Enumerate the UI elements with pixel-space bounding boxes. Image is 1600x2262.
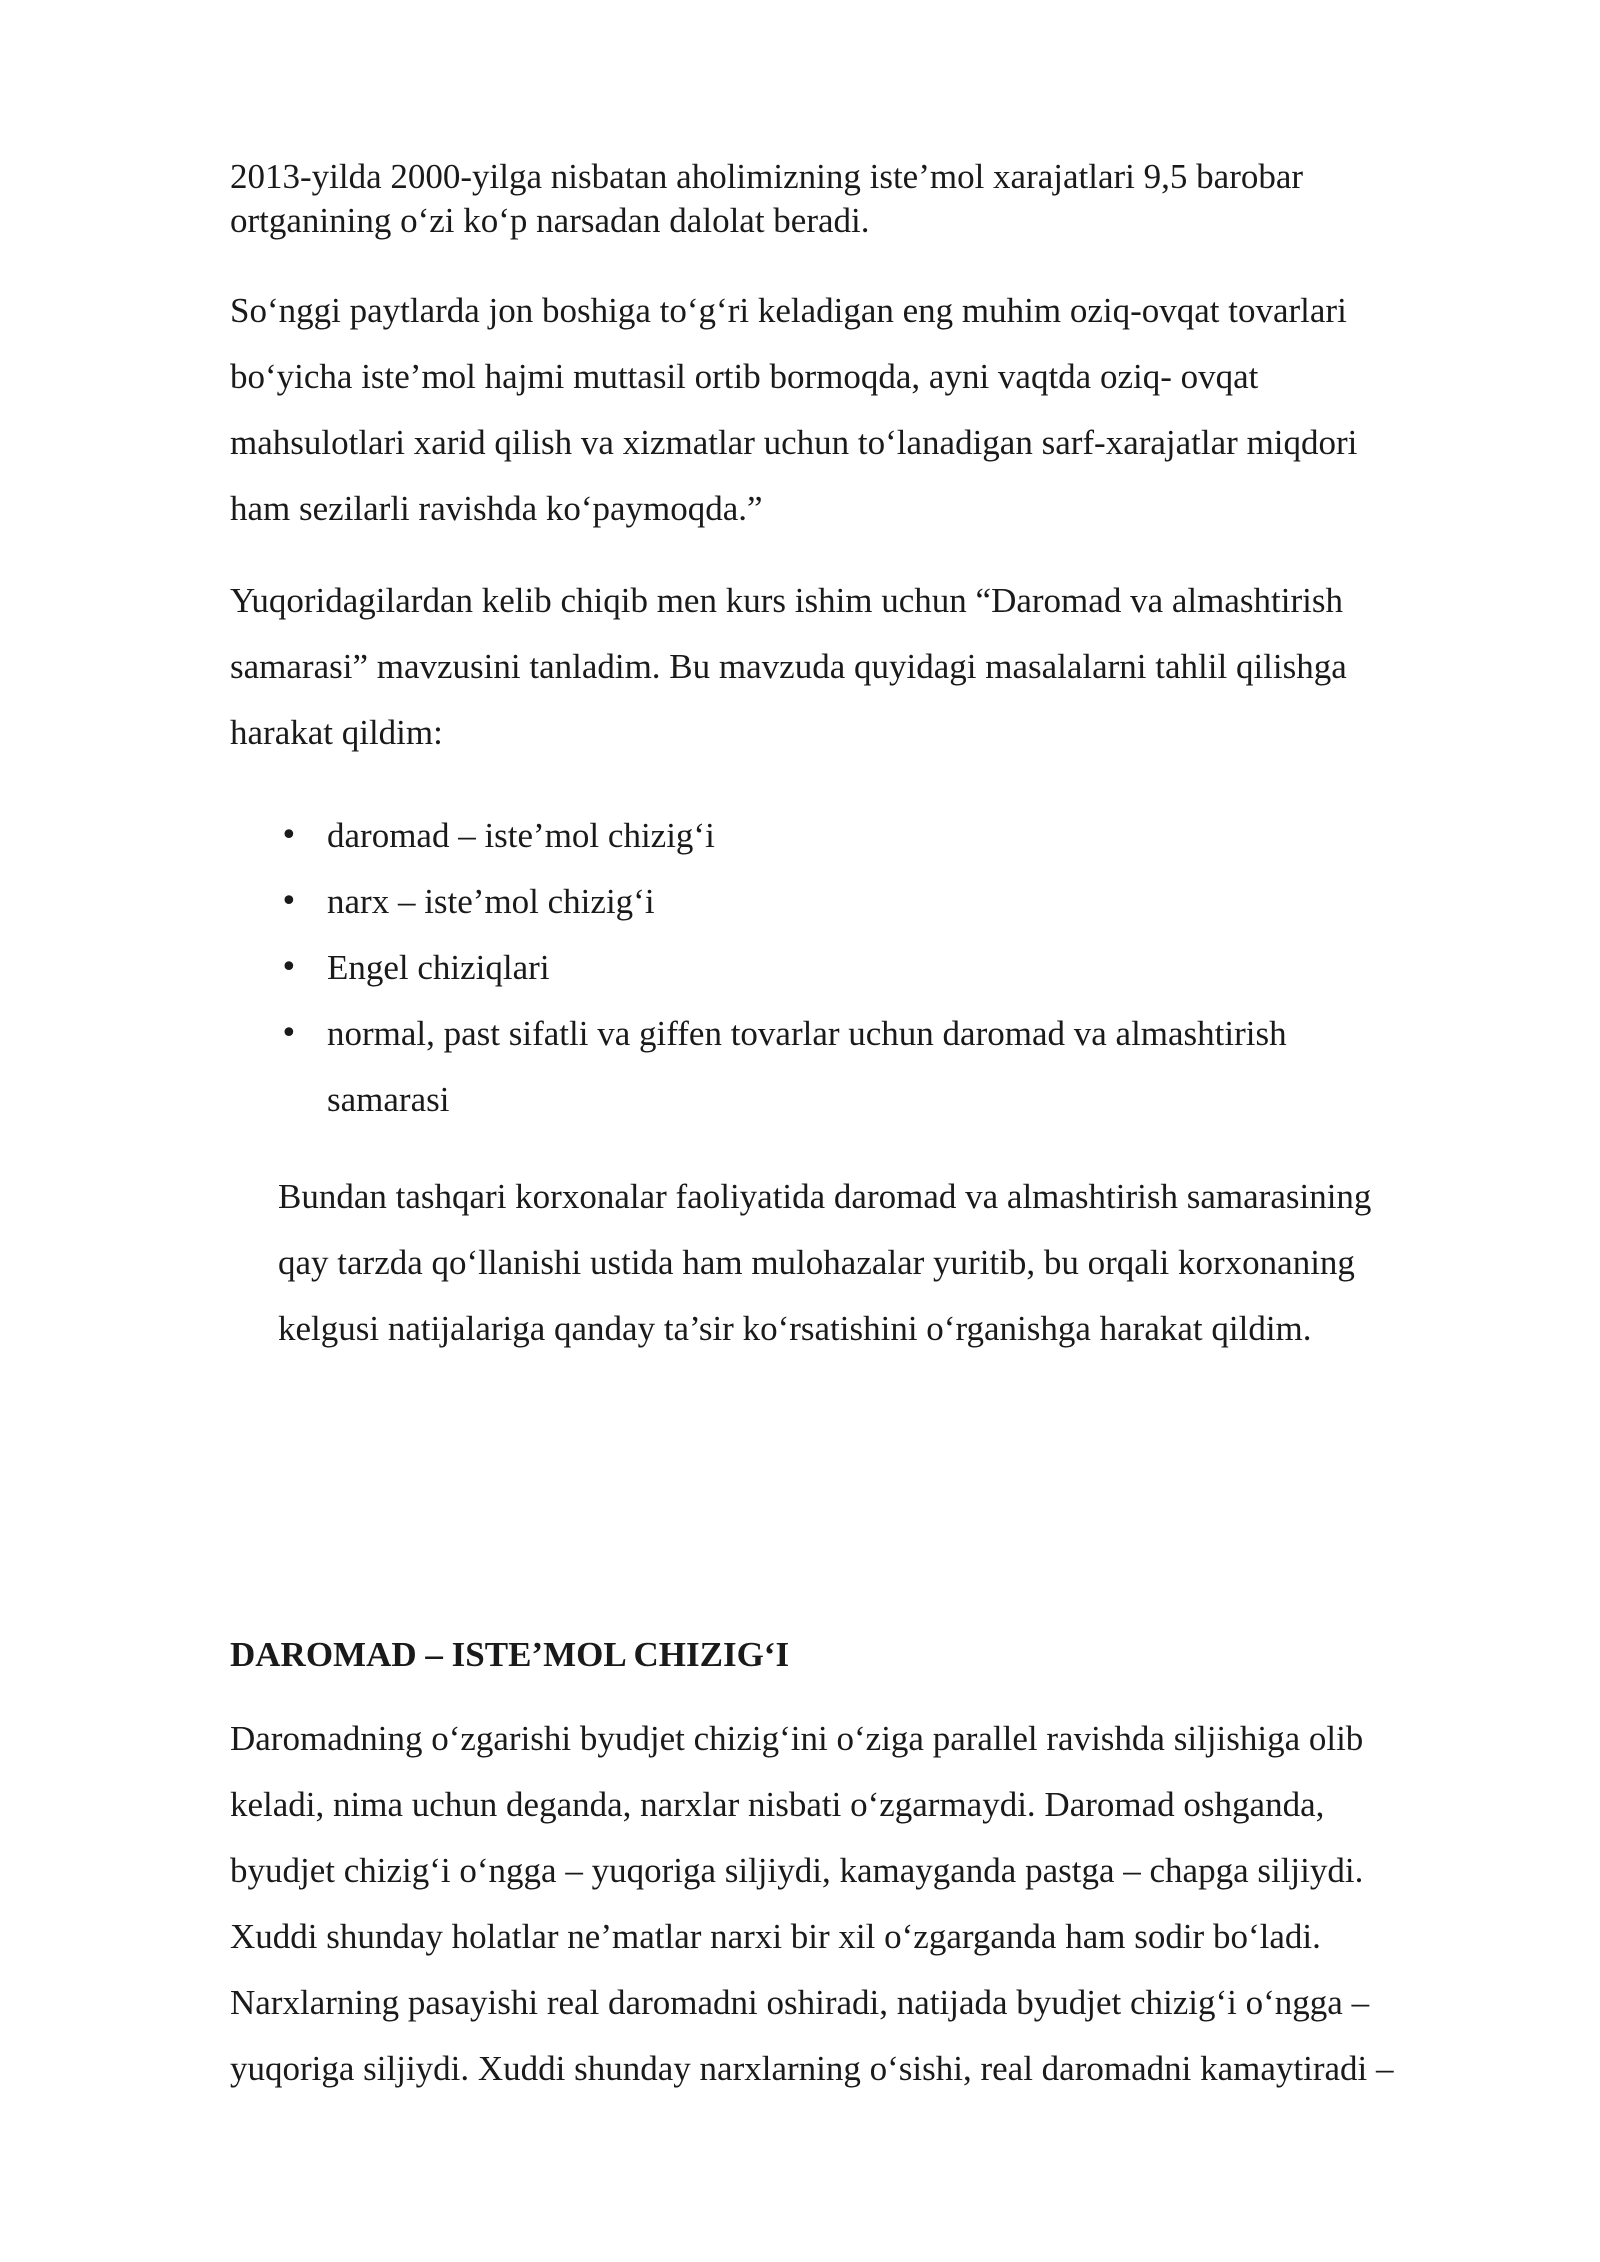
- paragraph-income-change: [230, 1706, 1480, 2102]
- text-line: Narxlarning pasayishi real daromadni oshiradi, natijada byudjet chizig‘i o‘ngga –: [230, 1983, 1370, 2022]
- list-item: [230, 1001, 1480, 1133]
- text-line: mahsulotlari xarid qilish va xizmatlar uchun to‘lanadigan sarf-xarajatlar miqdori: [230, 423, 1358, 462]
- paragraph-business-application: [278, 1164, 1528, 1362]
- text-line: qay tarzda qo‘llanishi ustida ham mulohazalar yuritib, bu orqali korxonaning: [278, 1243, 1355, 1282]
- paragraph-topic-intro: [230, 568, 1480, 766]
- list-item-text: normal, past sifatli va giffen tovarlar uchun daromad va almashtirish: [327, 1014, 1287, 1053]
- list-item-text: narx – iste’mol chizig‘i: [327, 882, 655, 921]
- text-line: 2013-yilda 2000-yilga nisbatan aholimizning iste’mol xarajatlari 9,5 barobar: [230, 157, 1304, 196]
- list-item: [230, 935, 1480, 1001]
- list-item-text: samarasi: [327, 1080, 450, 1119]
- paragraph-consumption-growth: [230, 155, 1480, 243]
- text-line: So‘nggi paytlarda jon boshiga to‘g‘ri keladigan eng muhim oziq-ovqat tovarlari: [230, 291, 1347, 330]
- text-line: keladi, nima uchun deganda, narxlar nisbati o‘zgarmaydi. Daromad oshganda,: [230, 1785, 1325, 1824]
- list-item: [230, 803, 1480, 869]
- text-line: samarasi” mavzusini tanladim. Bu mavzuda quyidagi masalalarni tahlil qilishga: [230, 647, 1347, 686]
- text-line: Yuqoridagilardan kelib chiqib men kurs ishim uchun “Daromad va almashtirish: [230, 581, 1343, 620]
- text-line: bo‘yicha iste’mol hajmi muttasil ortib bormoqda, ayni vaqtda oziq- ovqat: [230, 357, 1259, 396]
- bullet-icon: •: [280, 818, 298, 853]
- text-line: Xuddi shunday holatlar ne’matlar narxi bir xil o‘zgarganda ham sodir bo‘ladi.: [230, 1917, 1321, 1956]
- text-line: yuqoriga siljiydi. Xuddi shunday narxlarning o‘sishi, real daromadni kamaytiradi –: [230, 2049, 1394, 2088]
- bullet-icon: •: [280, 884, 298, 919]
- bullet-icon: •: [280, 950, 298, 985]
- bullet-icon: •: [280, 1016, 298, 1051]
- paragraph-food-consumption: [230, 278, 1480, 542]
- text-line: ham sezilarli ravishda ko‘paymoqda.”: [230, 489, 763, 528]
- text-line: Bundan tashqari korxonalar faoliyatida daromad va almashtirish samarasining: [278, 1177, 1372, 1216]
- list-item: [230, 869, 1480, 935]
- section-heading: DAROMAD – ISTE’MOL CHIZIG‘I: [230, 1635, 790, 1674]
- list-item-text: Engel chiziqlari: [327, 948, 550, 987]
- text-line: Daromadning o‘zgarishi byudjet chizig‘ini o‘ziga parallel ravishda siljishiga olib: [230, 1719, 1364, 1758]
- text-line: ortganining o‘zi ko‘p narsadan dalolat beradi.: [230, 201, 870, 240]
- text-line: byudjet chizig‘i o‘ngga – yuqoriga siljiydi, kamayganda pastga – chapga siljiydi.: [230, 1851, 1364, 1890]
- list-item-text: daromad – iste’mol chizig‘i: [327, 816, 715, 855]
- text-line: harakat qildim:: [230, 713, 443, 752]
- topics-bullet-list: [230, 803, 1480, 1133]
- text-line: kelgusi natijalariga qanday ta’sir ko‘rsatishini o‘rganishga harakat qildim.: [278, 1309, 1312, 1348]
